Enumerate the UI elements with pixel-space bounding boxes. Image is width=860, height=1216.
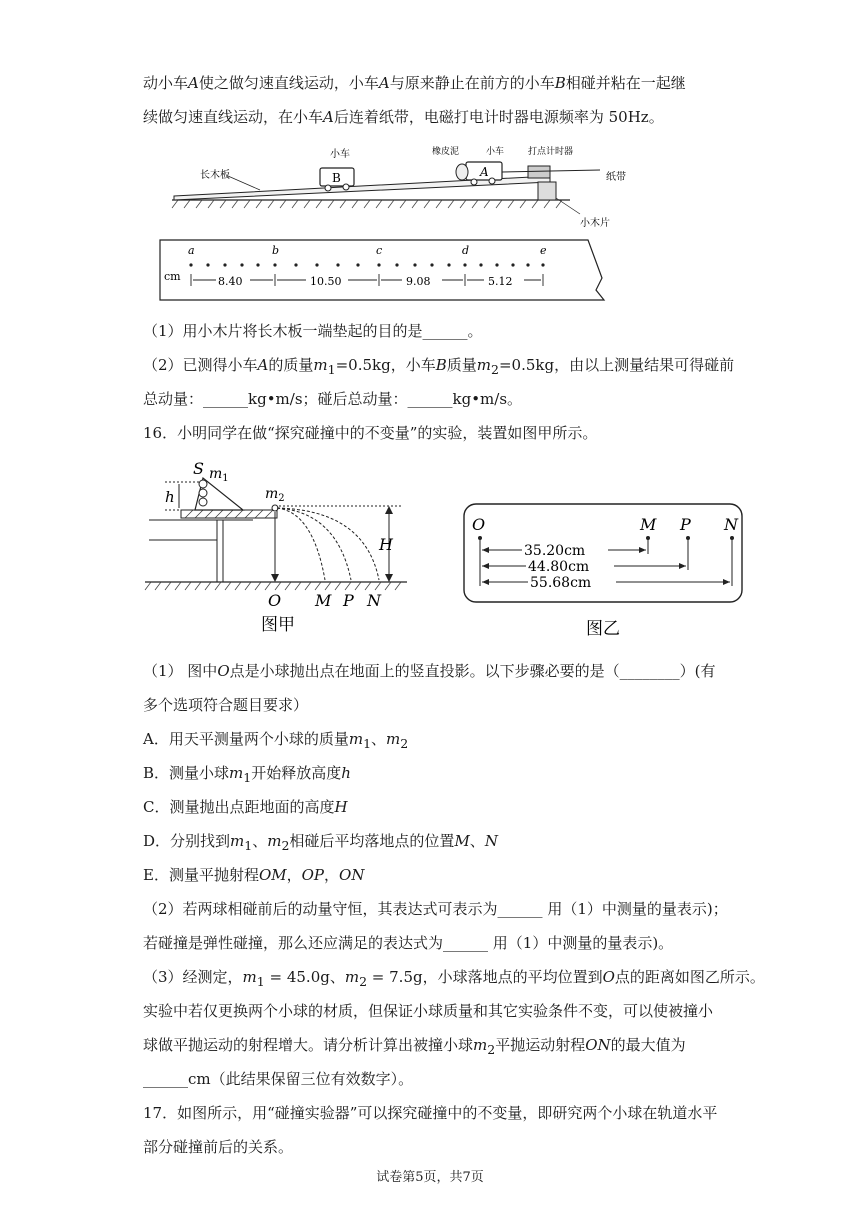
intro-line-1: 动小车A使之做匀速直线运动，小车A与原来静止在前方的小车B相碰并粘在一起继 — [143, 74, 686, 92]
figb-label-o: O — [472, 515, 486, 534]
q16-option-e: E．测量平抛射程OM，OP，ON — [143, 866, 365, 884]
tape-point-e: e — [540, 244, 547, 257]
q16-option-d: D．分别找到$m_1$、$m_2$相碰后平均落地点的位置M、N — [143, 832, 498, 853]
q16-part3-line4: ______cm（此结果保留三位有效数字）。 — [143, 1070, 414, 1088]
label-m: M — [315, 591, 332, 610]
label-o: O — [268, 591, 282, 610]
q16-part3-line3: 球做平抛运动的射程增大。请分析计算出被撞小球$m_2$平抛运动射程ON的最大值为 — [143, 1036, 686, 1057]
figure-b — [462, 502, 746, 644]
q16-stem: 16．小明同学在做“探究碰撞中的不变量”的实验，装置如图甲所示。 — [143, 424, 598, 442]
cart-b-letter: B — [332, 171, 341, 185]
figb-distance-on: 55.68cm — [530, 575, 592, 591]
tape-figure — [158, 238, 608, 306]
tape-point-a: a — [188, 244, 195, 257]
label-n: N — [367, 591, 381, 610]
label-timer: 打点计时器 — [528, 147, 574, 157]
label-m2: $m_2$ — [265, 486, 285, 504]
tape-unit: cm — [164, 270, 181, 283]
q15-part2-line2: 总动量：______kg•m/s；碰后总动量：______kg•m/s。 — [143, 390, 523, 408]
label-h: h — [165, 488, 175, 506]
apparatus-figure — [160, 140, 630, 230]
q17-line2: 部分碰撞前后的关系。 — [143, 1138, 294, 1156]
q16-option-b: B．测量小球$m_1$开始释放高度h — [143, 764, 351, 785]
q16-option-c: C．测量抛出点距地面的高度H — [143, 798, 348, 816]
caption-figure-b: 图乙 — [586, 619, 620, 639]
q16-part3-line1: （3）经测定，$m_1 = 45.0g$、$m_2 = 7.5g$，小球落地点的平均位置到O点的距离如图乙所示。 — [143, 968, 765, 989]
tape-segment-de: 5.12 — [488, 275, 513, 288]
q16-part2-line2: 若碰撞是弹性碰撞，那么还应满足的表达式为______ 用（1）中测量的量表示)。 — [143, 934, 674, 952]
figb-label-p: P — [680, 515, 691, 534]
tape-point-d: d — [462, 244, 470, 257]
figb-label-m: M — [640, 515, 657, 534]
label-tape: 纸带 — [606, 172, 626, 183]
q15-part2-line1: （2）已测得小车A的质量$m_1=0.5kg$，小车B质量$m_2=0.5kg$，由以上测量结果可得碰前 — [143, 356, 735, 377]
label-p: P — [343, 591, 354, 610]
caption-figure-a: 图甲 — [261, 615, 295, 635]
label-cart-2: 小车 — [486, 147, 505, 157]
figb-label-n: N — [724, 515, 738, 534]
tape-segment-cd: 9.08 — [406, 275, 431, 288]
label-cart: 小车 — [330, 149, 350, 160]
q17-line1: 17．如图所示，用“碰撞实验器”可以探究碰撞中的不变量，即研究两个小球在轨道水平 — [143, 1104, 718, 1122]
intro-line-2: 续做匀速直线运动，在小车A后连着纸带，电磁打电计时器电源频率为 50Hz。 — [143, 108, 664, 126]
figure-a — [143, 456, 413, 638]
tape-point-b: b — [272, 244, 280, 257]
tape-segment-bc: 10.50 — [310, 275, 342, 288]
q15-part1: （1）用小木片将长木板一端垫起的目的是______。 — [143, 322, 483, 340]
label-block: 小木片 — [580, 218, 610, 229]
q16-part2-line1: （2）若两球相碰前后的动量守恒，其表达式可表示为______ 用（1）中测量的量表示)； — [143, 900, 728, 918]
label-m1: $m_1$ — [209, 466, 229, 484]
label-s: S — [193, 459, 204, 478]
tape-point-c: c — [376, 244, 383, 257]
q16-part3-line2: 实验中若仅更换两个小球的材质，但保证小球质量和其它实验条件不变，可以使被撞小 — [143, 1002, 714, 1020]
page-footer: 试卷第5页，共7页 — [376, 1170, 484, 1185]
cart-a-letter: A — [480, 165, 489, 179]
label-board: 长木板 — [200, 170, 230, 181]
q16-option-a: A．用天平测量两个小球的质量$m_1$、$m_2$ — [143, 730, 409, 751]
label-rubber: 橡皮泥 — [432, 147, 460, 157]
figb-distance-om: 35.20cm — [524, 543, 586, 559]
figb-distance-op: 44.80cm — [528, 559, 590, 575]
tape-segment-ab: 8.40 — [218, 275, 243, 288]
q16-part1-line1: （1） 图中O点是小球抛出点在地面上的竖直投影。以下步骤必要的是（________）(有 — [143, 662, 716, 680]
q16-part1-line2: 多个选项符合题目要求） — [143, 696, 309, 714]
label-H: H — [379, 535, 393, 554]
